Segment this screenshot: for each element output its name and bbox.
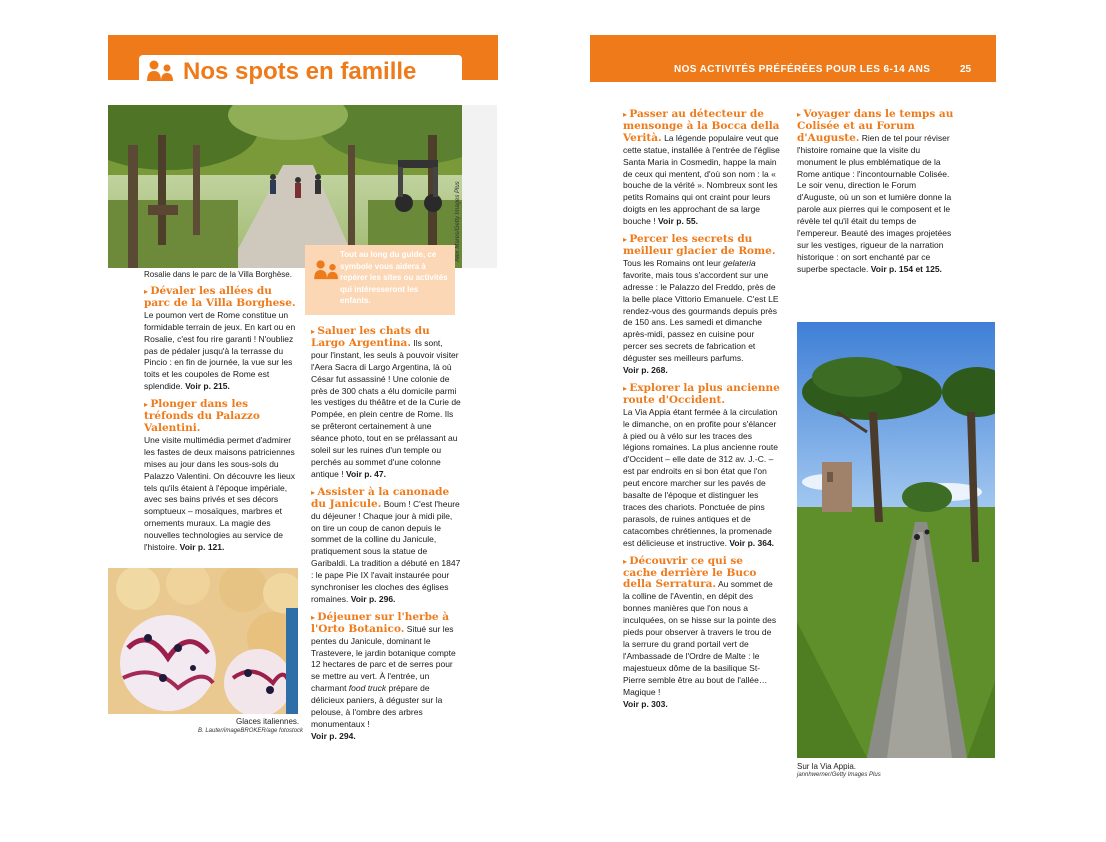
photo-caption: Glaces italiennes. [236,717,300,726]
photo-caption: Rosalie dans le parc de la Villa Borghèse. [144,270,292,279]
photo-caption: Sur la Via Appia. [797,762,857,771]
entry-title: Percer les secrets du meilleur glacier de Rome. [623,233,776,257]
entry-body: La légende populaire veut que cette statue, installée à l'entrée de l'église Santa Maria in Cosmedin, happe la main de ceux qui mentent, d'où son nom : la « bouche de la vérité ». Nombreux sont les petits Romains qui ont craint pour leurs doigts en les approchant de sa large bouche ! [623,132,780,227]
arrow-icon: ▸ [623,383,628,393]
entry-body: Situé sur les pentes du Janicule, dominant le Trastevere, le jardin botanique compte 12 hectares de parc et de serres pour se mettre au vert. À l'entrée, un charmant [311,623,456,694]
photo-credit: Alex Mares/Getty Images Plus [455,181,461,262]
page-reference[interactable]: Voir p. 55. [658,216,698,227]
entry-body: Une visite multimédia permet d'admirer les fastes de deux maisons patriciennes mises au jour dans les sous-sols du Palazzo Valentini. On découvre les lieux tels qu'ils étaient à l'époque impériale, avec ses bains privés et ses décors somptueux – mosaïques, marbres et ornements muraux. La magie des nouvelles technologies au service de l'histoire. [144,434,296,553]
entry-title: Saluer les chats du Largo Argentina. [311,325,430,349]
entry-body: Tous les Romains ont leur [623,257,724,268]
entry-buco-serratura [623,556,780,711]
entry-title: Plonger dans les tréfonds du Palazzo Valentini. [144,398,260,434]
column-4 [797,109,957,282]
page-reference[interactable]: Voir p. 121. [179,542,225,553]
entry-largo-argentina [311,326,461,481]
page-number: 25 [960,64,972,75]
arrow-icon: ▸ [311,327,316,336]
entry-glacier [623,234,780,377]
section-title: NOS ACTIVITÉS PRÉFÉRÉES POUR LES 6-14 ANS [674,64,931,75]
page-reference[interactable]: Voir p. 215. [185,381,230,392]
entry-title: Déjeuner sur l'herbe à l'Orto Botanico. [311,610,450,635]
photo-credit-strip [462,105,497,268]
gelato-photo [108,568,298,714]
page-reference[interactable]: Voir p. 154 et 125. [870,263,942,274]
entry-title: Explorer la plus ancienne route d'Occident. [623,381,780,406]
entry-title: Passer au détecteur de mensonge à la Bocca della Verità. [623,108,780,144]
arrow-icon: ▸ [623,235,628,245]
page-reference[interactable]: Voir p. 296. [350,593,396,604]
entry-title: Découvrir ce qui se cache derrière le Buco della Serratura. [623,554,757,591]
entry-body: Le poumon vert de Rome constitue un formidable terrain de jeux. En kart ou en Rosalie, c'est fou rire garanti ! N'oubliez pas de pédaler jusqu'à la terrasse du Pincio : en fin de journée, la vue sur les toits et les coupoles de Rome est splendide. [144,309,296,392]
arrow-icon: ▸ [311,612,316,622]
entry-body: Au sommet de la colline de l'Aventin, en dépit des bonnes manières que l'on nous a inculquées, on se hisse sur la pointe des pieds pour observer à travers le trou de la serrure du grand portail vert de l'Ambassade de l'Ordre de Malte : le majestueux dôme de la basilique St-Pierre semble être au bout de l'allée… Magique ! [623,579,777,697]
entry-body-italic: gelateria [723,257,756,268]
entry-bocca-verita [623,109,780,228]
page-reference[interactable]: Voir p. 364. [729,537,775,548]
entry-body-end: prépare de délicieux paniers, à déguster sur la pelouse, à l'ombre des arbres monumentaux ! [311,683,443,729]
family-icon [313,259,341,281]
photo-credit: B. Lauter/imageBROKER/age fotostock [198,728,304,734]
column-1 [144,286,296,560]
page-reference[interactable]: Voir p. 303. [623,698,668,709]
page-reference[interactable]: Voir p. 268. [623,365,668,376]
villa-borghese-photo [108,105,462,268]
entry-title: Assister à la canonade du Janicule. [311,485,450,510]
entry-title: Voyager dans le temps au Colisée et au Forum d'Auguste. [797,108,954,144]
entry-title: Dévaler les allées du parc de la Villa Borghese. [144,285,296,309]
arrow-icon: ▸ [311,487,316,497]
page-reference[interactable]: Voir p. 294. [311,730,356,741]
entry-body: Boum ! C'est l'heure du déjeuner ! Chaque jour à midi pile, on tire un coup de canon depuis le sommet de la colline du Janicule, pratiquement sous la statue de Garibaldi. La tradition a débuté en 1847 : le pape Pie IX l'avait instaurée pour synchroniser les cloches des églises romaines. [311,498,461,604]
entry-orto-botanico [311,612,461,743]
photo-credit: jannhwerner/Getty Images Plus [797,772,881,778]
entry-palazzo-valentini [144,399,296,554]
entry-villa-borghese [144,286,296,393]
page-reference[interactable]: Voir p. 47. [346,468,386,479]
via-appia-photo [797,322,995,758]
family-icon [146,59,176,83]
column-3 [623,109,780,716]
entry-body-end: favorite, mais tous s'accordent sur une adresse : le Palazzo del Freddo, près de la belle place Vittorio Emanuele. C'est LE rendez-vous des gourmands depuis près de 150 ans. Les samedi et dimanche après-midi, passez en cuisine pour percer ses secrets de fabrication et déguster ses meilleurs parfums. [623,269,779,364]
arrow-icon: ▸ [623,110,628,119]
column-2 [311,326,461,749]
entry-body: Rien de tel pour réviser l'histoire romaine que la visite du monument le plus emblématique de la Rome antique : l'incontournable Colisée. Le soir venu, direction le Forum d'Auguste, où un son et lumière donne la parole aux pierres qui le composent et le révèle tel qu'il était du temps de l'empereur. Beauté des images projetées sur les vestiges, rigueur de la narration historique : on sort enchanté par ce superbe spectacle. [797,132,952,274]
entry-via-appia [623,383,780,550]
page-title: Nos spots en famille [183,58,417,85]
entry-colisee [797,109,957,276]
entry-janicule [311,487,461,606]
callout-text: Tout au long du guide, ce symbole vous aidera à repérer les sites ou activités qui intéresseront les enfants. [340,250,448,305]
arrow-icon: ▸ [623,556,628,566]
arrow-icon: ▸ [797,110,802,119]
arrow-icon: ▸ [144,287,149,296]
entry-body-italic: food truck [348,683,387,694]
arrow-icon: ▸ [144,400,149,410]
entry-body: Ils sont, pour l'instant, les seuls à pouvoir visiter l'Aera Sacra di Largo Argentina, là où César fut assassiné ! Une colonie de près de 300 chats a élu domicile parmi les vestiges du théâtre et de la Curie de Pompée, en plein centre de Rome. Ils se prêteront certainement à une séance photo, tout en se prélassant au soleil sur les ruines d'un temple ou perchés au sommet d'une colonne antique ! [311,337,461,479]
entry-body: La Via Appia étant fermée à la circulation le dimanche, on en profite pour s'élancer à pied ou à vélo sur les traces des légions romaines. La plus ancienne route d'Occident – elle date de 312 av. J.-C. – est par endroits en si bon état que l'on peut encore marcher sur les pavés de basalte de l'époque et distinguer les traces des chariots. Ponctuée de pins parasols, de ruines antiques et de catacombes chrétiennes, la promenade est délicieuse et instructive. [623,406,778,548]
